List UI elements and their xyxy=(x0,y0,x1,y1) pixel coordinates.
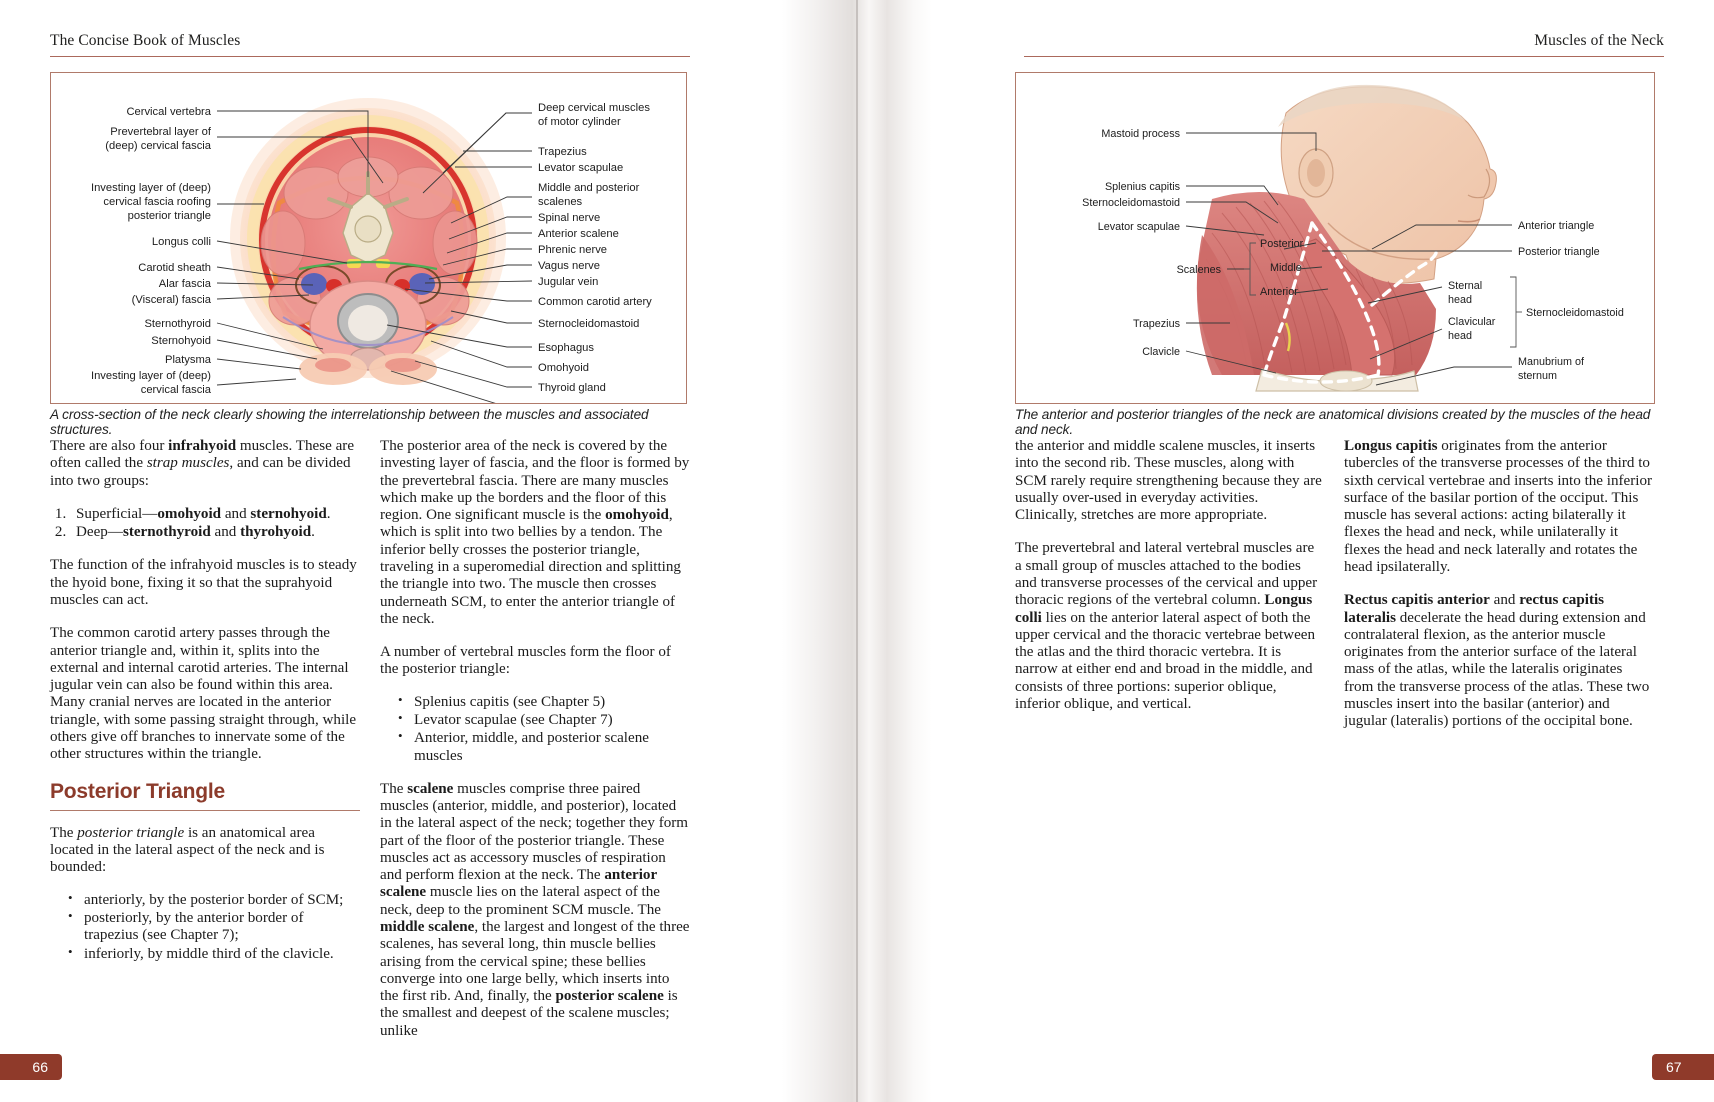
figure-caption-right: The anterior and posterior triangles of the neck are anatomical divisions created by the muscles of the head and neck. xyxy=(1015,407,1651,437)
right-page-columns xyxy=(1015,438,1653,747)
left-column-1 xyxy=(50,438,360,1056)
label-jugular-vein: Jugular vein xyxy=(538,276,599,288)
figure-neck-cross-section xyxy=(50,72,687,404)
running-head-rule-right xyxy=(1024,56,1664,57)
label-middle-posterior-scalenes-2: scalenes xyxy=(538,196,583,208)
label-investing-roofing-1: Investing layer of (deep) xyxy=(90,182,211,194)
text-run: . xyxy=(311,524,315,541)
label-clavicular-head-1: Clavicular xyxy=(1448,316,1496,328)
list-item: • anteriorly, by the posterior border of SCM; xyxy=(70,892,360,909)
label-longus-colli: Longus colli xyxy=(151,236,211,248)
label-trachea xyxy=(538,402,579,403)
label-investing-layer-deep-2: cervical fascia xyxy=(140,384,211,396)
text-bold: sternohyoid xyxy=(250,505,327,522)
right-column-2 xyxy=(1344,438,1653,747)
label-anterior-triangle: Anterior triangle xyxy=(1518,220,1595,232)
paragraph-posterior-triangle-def xyxy=(50,825,360,877)
right-column-1 xyxy=(1015,438,1324,747)
label-platysma: Platysma xyxy=(164,354,211,366)
paragraph-prevertebral-muscles xyxy=(1015,540,1324,713)
label-sternohyoid: Sternohyoid xyxy=(151,335,211,347)
paragraph-scalene-muscles xyxy=(380,781,690,1040)
text-bold: posterior scalene xyxy=(555,988,664,1005)
text-run: Deep— xyxy=(76,524,123,541)
text-bold: Longus colli xyxy=(1015,592,1313,626)
paragraph-infrahyoid-function: The function of the infrahyoid muscles is to steady the hyoid bone, fixing it so that the suprahyoid muscles can act. xyxy=(50,557,357,608)
label-clavicular-head-2: head xyxy=(1448,330,1473,342)
text-italic: strap muscles xyxy=(146,455,230,472)
label-investing-layer-deep-1: Investing layer of (deep) xyxy=(90,370,211,382)
text-bold: scalene xyxy=(407,780,454,797)
label-trapezius: Trapezius xyxy=(538,146,587,158)
text-run: The xyxy=(380,780,408,797)
left-page xyxy=(0,0,782,1102)
left-column-2 xyxy=(380,438,690,1056)
label-mastoid-process: Mastoid process xyxy=(1101,128,1180,140)
label-deep-cervical-muscles-2: of motor cylinder xyxy=(538,116,621,128)
posterior-triangle-bounds-list xyxy=(50,892,360,963)
label-scalene-middle: Middle xyxy=(1270,262,1302,274)
label-sternal-head-2: head xyxy=(1448,294,1473,306)
list-item xyxy=(70,524,360,541)
text-run: , and can be divided into two groups: xyxy=(50,455,351,489)
running-head-left: The Concise Book of Muscles xyxy=(50,32,241,49)
text-bold: thyrohyoid xyxy=(240,524,312,541)
text-bold: Rectus capitis anterior xyxy=(1344,592,1490,609)
text-run: The prevertebral and lateral vertebral muscles are a small group of muscles attached to the bodies and transverse processes of the cervical and upper thoracic regions of the vertebral column. xyxy=(1015,540,1318,609)
text-run: decelerate the head during extension and contralateral flexion, as the anterior muscle originates from the anterior surface of the lateral mass of the atlas, while the lateralis originates from the transverse process of the atlas. These two muscles insert into the basilar (anterior) and jugular (lateralis) portions of the occipital bone. xyxy=(1344,609,1650,730)
text-italic: posterior triangle xyxy=(77,824,185,841)
label-manubrium-of-sternum-1: Manubrium of xyxy=(1518,356,1585,368)
paragraph-infrahyoid xyxy=(50,438,360,490)
text-bold: omohyoid xyxy=(605,507,669,524)
paragraph-posterior-area xyxy=(380,438,690,628)
text-run: is an anatomical area located in the lateral aspect of the neck and is bounded: xyxy=(50,824,325,876)
label-manubrium-of-sternum-2: sternum xyxy=(1518,370,1558,382)
paragraph-longus-capitis xyxy=(1344,438,1653,576)
label-levator-scapulae: Levator scapulae xyxy=(538,162,624,174)
text-run: The posterior area of the neck is covered by the investing layer of fascia, and the floor is formed by the prevertebral fascia. There are many muscles which make up the borders and the floor of this region. One significant muscle is the xyxy=(380,438,690,524)
book-gutter xyxy=(782,0,932,1102)
label-vagus-nerve: Vagus nerve xyxy=(538,260,600,272)
paragraph-carotid-artery: The common carotid artery passes through the anterior triangle and, within it, splits into the external and internal carotid arteries. The internal jugular vein can also be found within this area. Many cranial nerves are located in the anterior triangle, with some passing straight through, while others give off branches to innervate some of the other structures within the triangle. xyxy=(50,625,357,763)
text-bold: anterior scalene xyxy=(380,867,657,901)
label-levator-scapulae-right-fig: Levator scapulae xyxy=(1097,221,1180,233)
folio-right: 67 xyxy=(1652,1054,1714,1080)
text-run: and xyxy=(221,505,251,522)
label-alar-fascia: Alar fascia xyxy=(158,278,211,290)
neck-cross-section-art xyxy=(51,73,686,403)
list-item: • Levator scapulae (see Chapter 7) xyxy=(400,712,690,729)
text-run: Superficial— xyxy=(76,505,158,522)
text-run: and xyxy=(1489,592,1520,609)
text-run: The xyxy=(50,824,78,841)
text-run: There are also four xyxy=(50,438,169,454)
label-omohyoid: Omohyoid xyxy=(538,362,589,374)
infrahyoid-group-list xyxy=(50,506,360,542)
label-investing-roofing-2: cervical fascia roofing xyxy=(103,196,211,208)
paragraph-vertebral-muscles-floor: A number of vertebral muscles form the floor of the posterior triangle: xyxy=(380,644,671,678)
posterior-triangle-floor-list xyxy=(380,694,690,765)
folio-left: 66 xyxy=(0,1054,62,1080)
label-scalenes: Scalenes xyxy=(1176,264,1221,276)
label-trapezius-right-fig: Trapezius xyxy=(1132,318,1180,330)
section-heading-posterior-triangle: Posterior Triangle xyxy=(50,779,225,803)
text-run: and xyxy=(210,524,241,541)
list-item: • Splenius capitis (see Chapter 5) xyxy=(400,694,690,711)
figure-neck-triangles xyxy=(1015,72,1655,404)
label-scalene-anterior: Anterior xyxy=(1260,286,1298,298)
label-anterior-scalene: Anterior scalene xyxy=(538,228,619,240)
text-run: muscles. These are often called the xyxy=(50,438,355,472)
paragraph-scalene-continued: the anterior and middle scalene muscles, it inserts into the second rib. These muscles, along with SCM rarely require strengthening because they are usually over-used in everyday activities. Clinically, stretches are more appropriate. xyxy=(1015,438,1322,524)
label-deep-cervical-muscles-1: Deep cervical muscles xyxy=(538,102,650,114)
label-sternal-head-1: Sternal xyxy=(1448,280,1483,292)
label-splenius-capitis: Splenius capitis xyxy=(1104,181,1180,193)
running-head-rule-left xyxy=(50,56,690,57)
paragraph-rectus-capitis xyxy=(1344,592,1653,730)
label-thyroid-gland: Thyroid gland xyxy=(538,382,606,394)
text-bold: sternothyroid xyxy=(122,524,211,541)
label-carotid-sheath: Carotid sheath xyxy=(138,262,211,274)
text-bold: rectus capitis lateralis xyxy=(1344,592,1605,626)
label-esophagus: Esophagus xyxy=(538,342,594,354)
label-spinal-nerve: Spinal nerve xyxy=(538,212,601,224)
label-posterior-triangle: Posterior triangle xyxy=(1518,246,1600,258)
text-bold: Longus capitis xyxy=(1344,438,1438,454)
running-head-right: Muscles of the Neck xyxy=(1534,32,1664,49)
text-bold: omohyoid xyxy=(157,505,222,522)
label-phrenic-nerve: Phrenic nerve xyxy=(538,244,608,256)
text-run: lies on the anterior lateral aspect of both the upper cervical and the thoracic vertebrae between the atlas and the third thoracic vertebra. It is narrow at either end and broad in the middle, and consists of three portions: superior oblique, inferior oblique, and vertical. xyxy=(1015,609,1316,712)
label-sternocleidomastoid-right: Sternocleidomastoid xyxy=(1526,307,1624,319)
label-middle-posterior-scalenes-1: Middle and posterior xyxy=(538,182,640,194)
label-visceral-fascia: (Visceral) fascia xyxy=(131,294,211,306)
label-sternocleidomastoid: Sternocleidomastoid xyxy=(538,318,640,330)
text-run: . xyxy=(326,505,331,522)
text-bold: middle scalene xyxy=(380,919,475,936)
right-page xyxy=(932,0,1714,1102)
label-clavicle: Clavicle xyxy=(1142,346,1180,358)
text-run: , the largest and longest of the three scalenes, has several long, thin muscle bellies arising from the cervical spine; these bellies converge into one large belly, which inserts into the first rib. And, finally, the xyxy=(380,919,690,1005)
text-run: muscles comprise three paired muscles (anterior, middle, and posterior), located in the lateral aspect of the neck; together they form part of the floor of the posterior triangle. These muscles act as accessory muscles of respiration and perform flexion at the neck. The xyxy=(380,780,689,884)
label-investing-roofing-3: posterior triangle xyxy=(127,210,211,222)
list-item: • inferiorly, by middle third of the clavicle. xyxy=(70,946,360,963)
text-bold: infrahyoid xyxy=(168,438,237,454)
left-page-columns xyxy=(50,438,690,1056)
neck-triangles-art xyxy=(1016,73,1654,403)
text-run: is the smallest and deepest of the scalene muscles; unlike xyxy=(380,988,678,1039)
label-cervical-vertebra: Cervical vertebra xyxy=(126,106,211,118)
label-sternothyroid: Sternothyroid xyxy=(144,318,211,330)
text-run: muscle lies on the lateral aspect of the neck, deep to the prominent SCM muscle. The xyxy=(380,884,661,918)
label-prevertebral-layer-1: Prevertebral layer of xyxy=(110,126,211,138)
list-item: • Anterior, middle, and posterior scalene muscles xyxy=(400,730,690,765)
label-scalene-posterior: Posterior xyxy=(1260,238,1304,250)
list-item: • posteriorly, by the anterior border of trapezius (see Chapter 7); xyxy=(70,910,360,945)
label-sternocleidomastoid-left: Sternocleidomastoid xyxy=(1082,197,1180,209)
figure-caption-left: A cross-section of the neck clearly showing the interrelationship between the muscles and associated structures. xyxy=(50,407,649,437)
label-prevertebral-layer-2: (deep) cervical fascia xyxy=(105,140,211,152)
list-item xyxy=(70,506,360,523)
section-heading-rule xyxy=(50,810,360,811)
text-run: , which is split into two bellies by a tendon. The inferior belly crosses the posterior triangle, traveling in a superomedial direction and splitting the triangle into two. The muscle then crosses underneath SCM, to enter the anterior triangle of the neck. xyxy=(380,507,681,627)
label-common-carotid-artery: Common carotid artery xyxy=(538,296,652,308)
text-run: originates from the anterior tubercles of the transverse processes of the third to sixth cervical vertebrae and inserts into the inferior surface of the basilar portion of the occiput. This muscle has several actions: acting bilaterally it flexes the head and neck, while unilaterally it flexes the head and neck laterally and rotates the head ipsilaterally. xyxy=(1344,438,1653,575)
